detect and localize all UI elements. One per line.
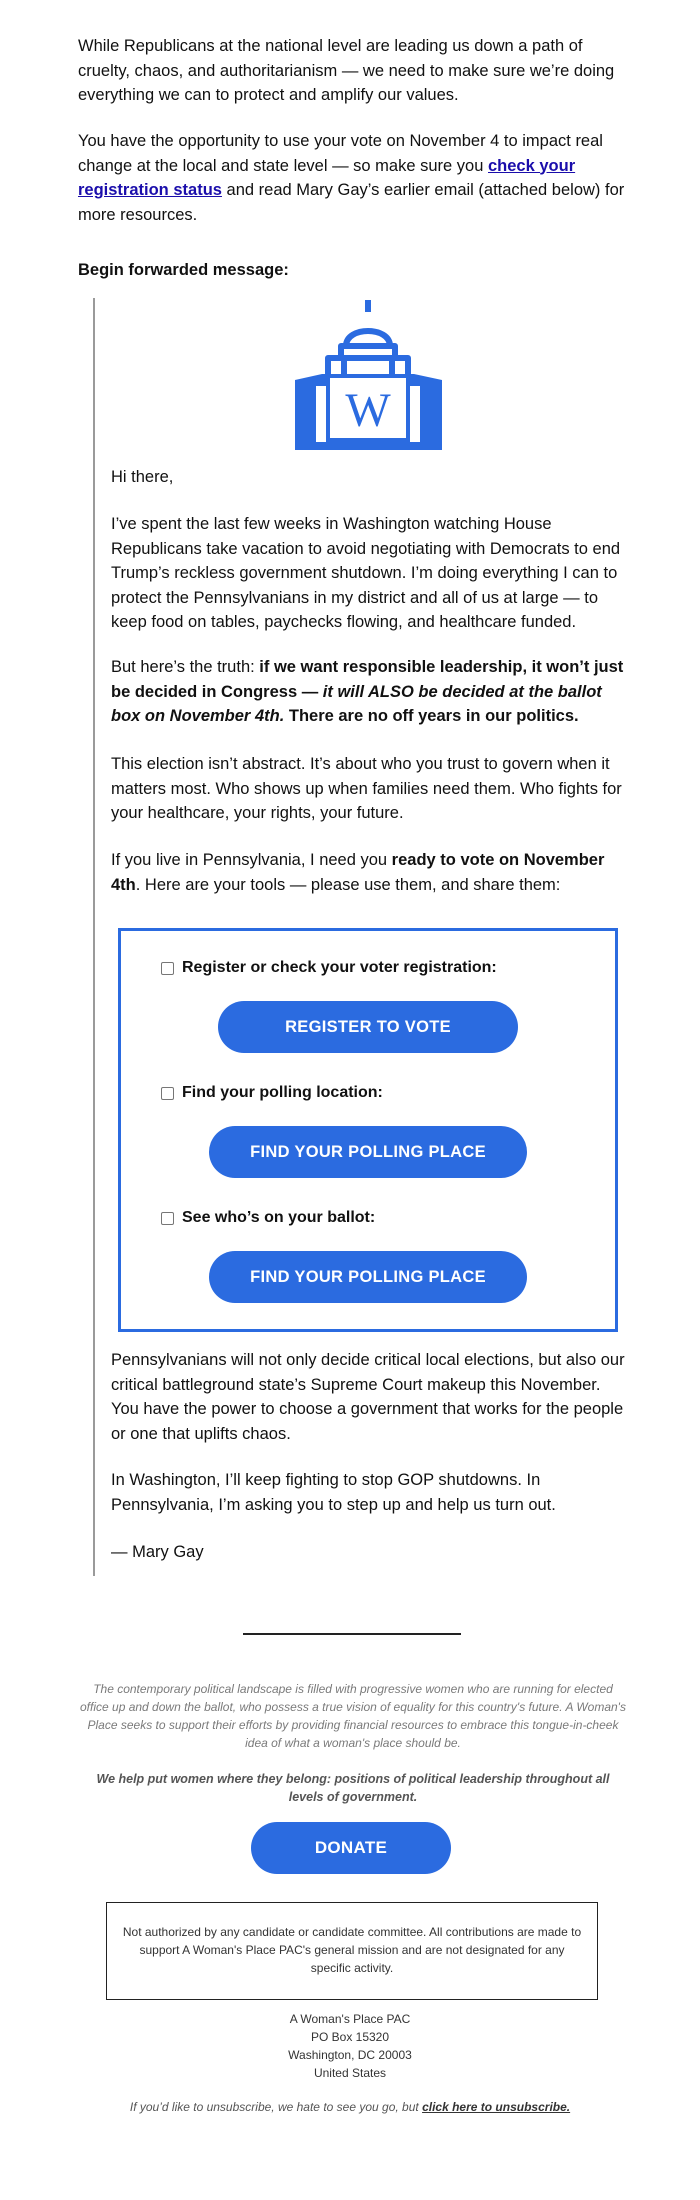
polling-checkbox[interactable] <box>161 1087 174 1100</box>
ballot-label: See who’s on your ballot: <box>182 1209 376 1226</box>
letter-p2-bold-italic: it will ALSO be decided at the ballot box on November 4th. <box>111 682 602 725</box>
disclaimer-box <box>106 1902 598 2000</box>
letter-p5-text: Pennsylvanians will not only decide critical local elections, but also our critical battleground state’s Supreme Court makeup this November. You have the power to choose a government that works for the people or one that uplifts chaos. <box>111 1351 625 1443</box>
logo-letter: W <box>345 384 391 437</box>
ballot-checkbox[interactable] <box>161 1212 174 1225</box>
address-block <box>0 2010 700 2082</box>
see-ballot-button[interactable]: FIND YOUR POLLING PLACE <box>209 1251 527 1303</box>
footer-mission: The contemporary political landscape is filled with progressive women who are running for elected office up and down the ballot, who possess a true vision of equality for this country's future. A Woman's Place seeks to support their efforts by providing financial resources to embrace this tongue-in-cheek idea of what a woman's place should be. <box>80 1682 626 1750</box>
polling-label: Find your polling location: <box>182 1084 383 1101</box>
find-polling-place-button[interactable]: FIND YOUR POLLING PLACE <box>209 1126 527 1178</box>
address-line-4: United States <box>313 2066 387 2080</box>
registration-label: Register or check your voter registration: <box>182 959 497 976</box>
address-line-3: Washington, DC 20003 <box>288 2048 412 2062</box>
tool-item-ballot <box>161 1209 375 1227</box>
voter-tools-box <box>118 928 618 1332</box>
footer-divider <box>243 1633 461 1635</box>
capitol-logo <box>292 298 444 452</box>
letter-signoff <box>111 1540 626 1565</box>
unsubscribe-text: If you’d like to unsubscribe, we hate to see you go, but <box>129 2100 423 2114</box>
letter-p6-text: In Washington, I’ll keep fighting to stop GOP shutdowns. In Pennsylvania, I’m asking you to step up and help us turn out. <box>111 1471 556 1514</box>
address-line-2: PO Box 15320 <box>310 2030 390 2044</box>
footer-tagline: We help put women where they belong: positions of political leadership throughout all levels of government. <box>96 1772 610 1804</box>
letter-p4-end: . Here are your tools — please use them, and share them: <box>135 875 561 894</box>
letter-paragraph-6 <box>111 1468 626 1517</box>
letter-paragraph-4 <box>111 848 626 897</box>
forward-header <box>78 258 626 283</box>
intro-p2-before: You have the opportunity to use your vote on November 4 to impact real change at the local and state level — so make sure you <box>78 132 603 175</box>
unsubscribe-link[interactable]: click here to unsubscribe. <box>422 2100 571 2114</box>
registration-checkbox[interactable] <box>161 962 174 975</box>
logo-upper-body <box>328 358 408 374</box>
register-to-vote-button[interactable]: REGISTER TO VOTE <box>218 1001 518 1053</box>
letter-p2-bold2: There are no off years in our politics. <box>284 707 579 725</box>
address-line-1: A Woman's Place PAC <box>289 2012 411 2026</box>
letter-p4-bold: ready to vote on November 4th <box>111 851 605 894</box>
letter-paragraph-5 <box>111 1348 626 1446</box>
letter-paragraph-3 <box>111 752 626 826</box>
tool-item-registration <box>161 959 497 977</box>
donate-button[interactable]: DONATE <box>251 1822 451 1874</box>
letter-p2-start: But here’s the truth: <box>111 658 260 676</box>
intro-paragraph-2 <box>78 129 626 227</box>
letter-paragraph-2 <box>111 655 626 729</box>
check-registration-link[interactable]: check your registration status <box>78 156 576 199</box>
intro-p2-after: and read Mary Gay’s earlier email (attached below) for more resources. <box>78 181 625 224</box>
unsubscribe-line <box>0 2100 700 2114</box>
disclaimer-text: Not authorized by any candidate or candidate committee. All contributions are made to support A Woman's Place PAC's general mission and are not designated for any specific activity. <box>122 1925 582 1975</box>
letter-p4-start: If you live in Pennsylvania, I need you <box>111 851 392 869</box>
intro-paragraph-1: While Republicans at the national level are leading us down a path of cruelty, chaos, and authoritarianism — we need to make sure we’re doing everything we can to protect and amplify our values. <box>78 37 615 104</box>
letter-p2-bold1: if we want responsible leadership, it won’t just be decided in Congress — <box>111 658 624 701</box>
greeting-text: Hi there, <box>111 468 174 486</box>
forward-quote-bar <box>93 298 95 1576</box>
forward-header-text: Begin forwarded message: <box>78 261 289 279</box>
intro-section <box>78 34 626 108</box>
letter-greeting <box>111 465 626 490</box>
signoff-text: — Mary Gay <box>111 1543 204 1561</box>
tool-item-polling <box>161 1084 383 1102</box>
letter-p1-text: I’ve spent the last few weeks in Washington watching House Republicans take vacation to avoid negotiating with Democrats to end Trump’s reckless government shutdown. I’m doing everything I can to protect the Pennsylvanians in my district and all of us at large — to keep food on tables, paychecks flowing, and healthcare funded. <box>111 515 621 631</box>
letter-paragraph-1 <box>111 512 626 635</box>
letter-p3-text: This election isn’t abstract. It’s about who you trust to govern when it matters most. Who shows up when families need them. Who fights for your healthcare, your rights, your future. <box>111 755 622 822</box>
